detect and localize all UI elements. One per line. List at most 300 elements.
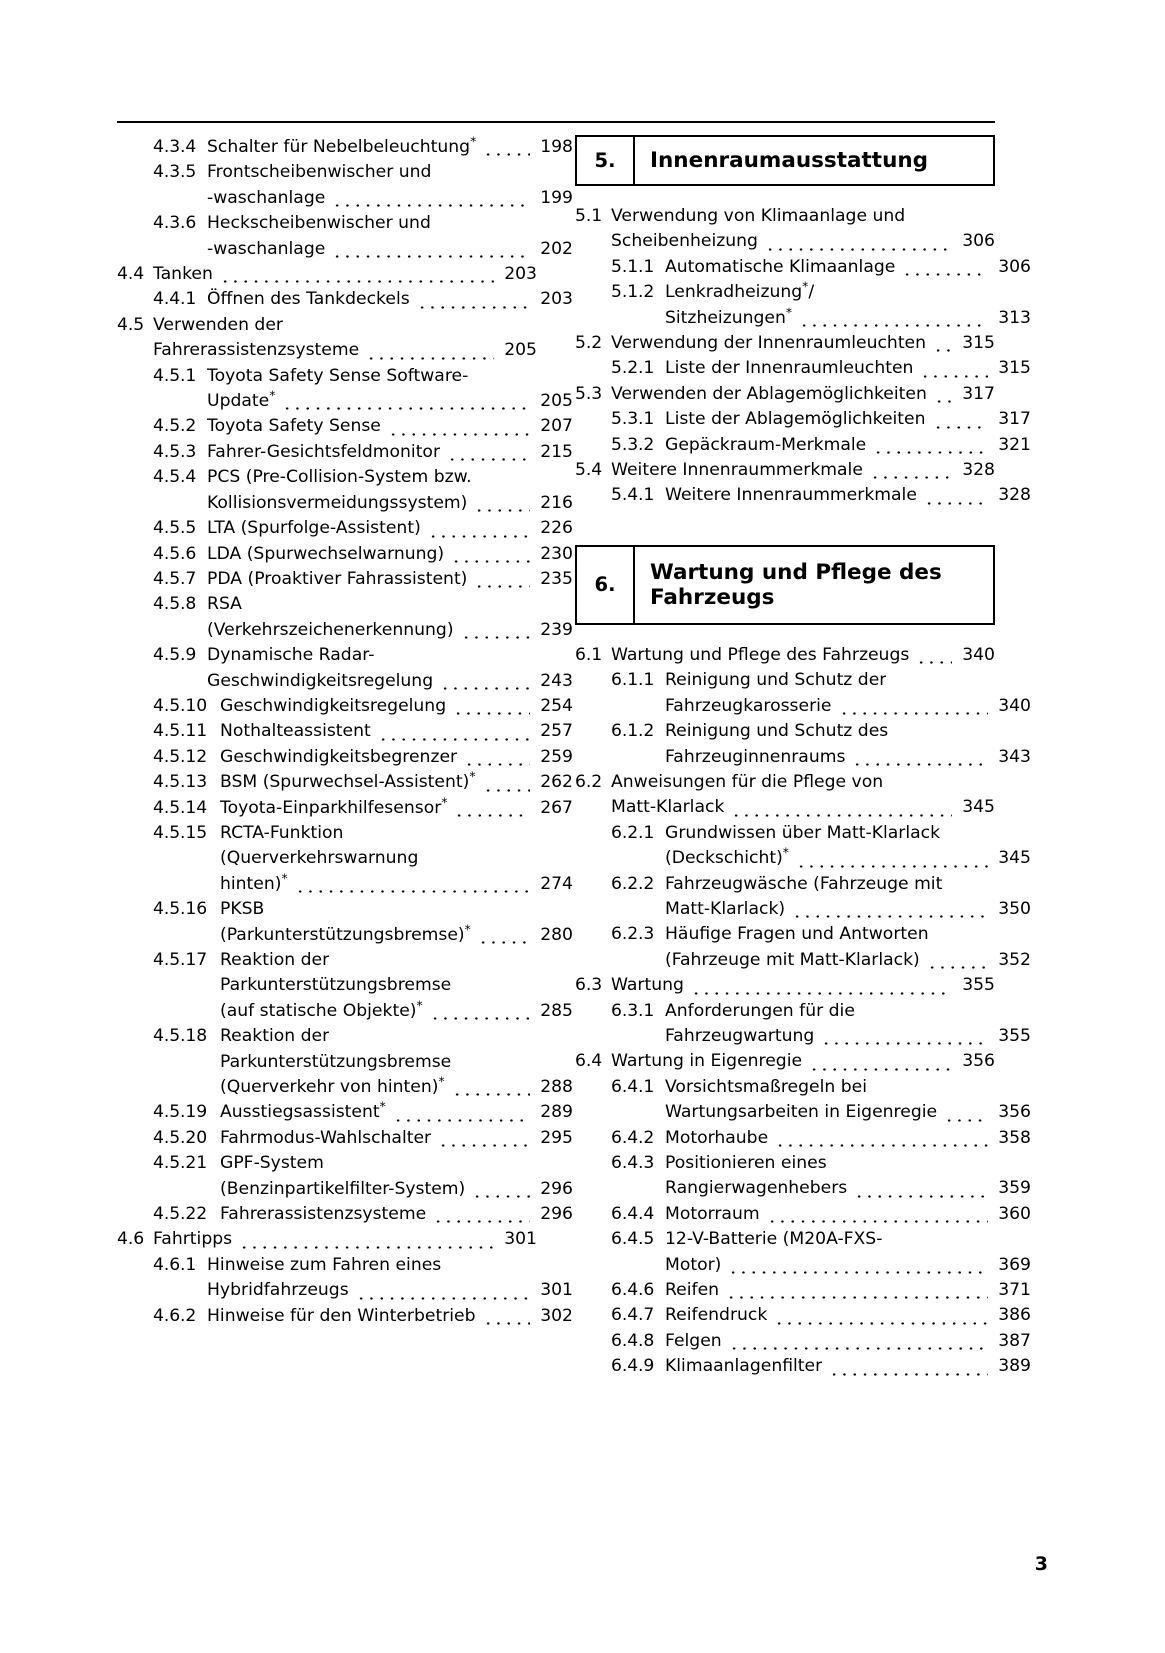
toc-entry[interactable] xyxy=(575,770,995,821)
toc-page-number: 202 xyxy=(540,238,573,259)
toc-entry-line xyxy=(575,280,1031,305)
toc-entry-title: Wartungsarbeiten in Eigenregie xyxy=(665,1102,938,1123)
toc-entry[interactable] xyxy=(117,1100,573,1125)
toc-entry-number: 4.5.4 xyxy=(153,467,197,488)
toc-entry-line xyxy=(117,948,573,973)
toc-leader-dots xyxy=(220,280,494,283)
toc-entry-title: Fahrer-Gesichtsfeldmonitor xyxy=(207,441,441,462)
page-folio: 3 xyxy=(1034,1553,1048,1575)
toc-page-number: 215 xyxy=(540,441,573,462)
toc-entry-number: 5.2.1 xyxy=(611,358,655,379)
toc-entry[interactable] xyxy=(575,356,1031,381)
toc-entry-line xyxy=(117,262,537,287)
toc-entry-number: 6.4.6 xyxy=(611,1280,655,1301)
toc-entry[interactable] xyxy=(117,135,573,160)
toc-entry-title: Reinigung und Schutz der xyxy=(665,670,887,691)
toc-entry-title: Fahrzeuginnenraums xyxy=(665,746,846,767)
toc-entry[interactable] xyxy=(117,1304,573,1329)
toc-entry-number: 6.4 xyxy=(575,1051,603,1072)
toc-entry-wrap-line xyxy=(575,306,1031,331)
toc-entry-wrap-line xyxy=(117,618,573,643)
toc-entry-title: Heckscheibenwischer und xyxy=(207,213,431,234)
toc-entry-line xyxy=(117,1304,573,1329)
chapter-number: 6. xyxy=(577,547,635,623)
toc-entry-line xyxy=(117,516,573,541)
toc-entry-title: LTA (Spurfolge-Assistent) xyxy=(207,518,421,539)
toc-page-number: 315 xyxy=(998,358,1031,379)
toc-leader-dots xyxy=(378,738,530,741)
toc-entry-line xyxy=(117,694,573,719)
toc-entry-line xyxy=(117,821,573,846)
toc-page-number: 371 xyxy=(998,1280,1031,1301)
toc-leader-dots xyxy=(729,1347,988,1350)
toc-leader-dots xyxy=(927,966,988,969)
toc-entry[interactable] xyxy=(117,795,573,821)
toc-leader-dots xyxy=(902,273,988,276)
toc-entry-title: Fahrmodus-Wahlschalter xyxy=(220,1127,432,1148)
toc-entry-line xyxy=(575,1329,1031,1354)
toc-entry[interactable] xyxy=(117,1151,573,1202)
chapter-number: 5. xyxy=(577,137,635,184)
toc-entry-title: Reifen xyxy=(665,1280,720,1301)
toc-entry-title: Fahrzeugwäsche (Fahrzeuge mit xyxy=(665,873,943,894)
toc-entry-title: Hinweise für den Winterbetrieb xyxy=(207,1305,476,1326)
toc-entry-line xyxy=(575,483,1031,508)
toc-entry-title: Grundwissen über Matt-Klarlack xyxy=(665,822,941,843)
toc-entry-line xyxy=(117,1227,537,1252)
toc-entry-line xyxy=(117,719,573,744)
toc-entry-line xyxy=(575,382,995,407)
toc-entry-title: Rangierwagenhebers xyxy=(665,1178,848,1199)
toc-leader-dots xyxy=(453,712,530,715)
toc-entry-title: Fahrzeugwartung xyxy=(665,1025,815,1046)
toc-entry-line xyxy=(575,770,995,795)
toc-entry-wrap-line xyxy=(117,1075,573,1100)
toc-entry-line xyxy=(575,872,1031,897)
toc-entry-title: Vorsichtsmaßregeln bei xyxy=(665,1076,868,1097)
toc-entry[interactable] xyxy=(117,542,573,567)
toc-entry[interactable] xyxy=(575,719,1031,770)
toc-entry-number: 5.1.1 xyxy=(611,256,655,277)
toc-entry-title: Scheibenheizung xyxy=(611,231,758,252)
toc-entry[interactable] xyxy=(575,331,995,356)
toc-entry-number: 4.5.9 xyxy=(153,645,197,666)
toc-entry-number: 5.1 xyxy=(575,206,603,226)
toc-entry[interactable] xyxy=(117,567,573,592)
toc-entry-line xyxy=(117,440,573,465)
toc-entry-title: Reaktion der xyxy=(220,1026,330,1047)
toc-entry-line xyxy=(117,567,573,592)
toc-entry-line xyxy=(117,1151,573,1176)
toc-entry[interactable] xyxy=(575,1278,1031,1303)
toc-page-number: 359 xyxy=(998,1178,1031,1199)
toc-page-number: 239 xyxy=(540,619,573,640)
toc-entry-number: 4.5.8 xyxy=(153,594,197,615)
toc-leader-dots xyxy=(483,789,530,792)
toc-entry-wrap-line xyxy=(117,973,573,998)
toc-entry-title: Verwenden der xyxy=(153,314,283,335)
toc-entry-number: 4.5.5 xyxy=(153,518,197,539)
toc-entry[interactable] xyxy=(117,1253,573,1304)
toc-entry-number: 6.3 xyxy=(575,975,603,996)
toc-entry-number: 4.5.7 xyxy=(153,568,197,589)
toc-leader-dots xyxy=(796,865,988,868)
footnote-star: * xyxy=(379,1100,386,1114)
toc-page-number: 356 xyxy=(998,1102,1031,1123)
toc-entry[interactable] xyxy=(575,872,1031,923)
toc-entry[interactable] xyxy=(117,313,537,364)
footnote-star: * xyxy=(269,389,276,403)
toc-entry-line xyxy=(575,331,995,356)
toc-leader-dots xyxy=(464,763,530,766)
toc-entry-line xyxy=(575,1049,995,1074)
footnote-star: * xyxy=(441,795,448,809)
toc-page-number: 306 xyxy=(962,231,995,252)
toc-leader-dots xyxy=(393,1119,530,1122)
toc-entry[interactable] xyxy=(117,1227,537,1252)
toc-entry-line xyxy=(575,407,1031,432)
toc-entry-number: 4.3.5 xyxy=(153,162,197,183)
footnote-star: * xyxy=(469,770,476,784)
toc-entry-line xyxy=(117,465,573,490)
toc-entry-line xyxy=(575,922,1031,947)
toc-entry-number: 5.2 xyxy=(575,333,603,354)
toc-entry[interactable] xyxy=(575,973,995,998)
footnote-star: * xyxy=(782,846,789,860)
toc-entry[interactable] xyxy=(117,211,573,262)
toc-entry-number: 5.3.1 xyxy=(611,409,655,430)
toc-entry-wrap-line xyxy=(575,1024,1031,1049)
toc-page-number: 389 xyxy=(998,1356,1031,1377)
toc-entry[interactable] xyxy=(117,821,573,897)
toc-entry[interactable] xyxy=(117,770,573,795)
toc-page-number: 288 xyxy=(540,1077,573,1098)
toc-entry[interactable] xyxy=(575,922,1031,973)
toc-leader-dots xyxy=(461,636,530,639)
toc-entry-wrap-line xyxy=(117,872,573,897)
toc-entry-line xyxy=(117,211,573,236)
toc-entry-wrap-line xyxy=(575,948,1031,973)
toc-entry-number: 4.5.11 xyxy=(153,721,208,742)
footnote-star: * xyxy=(470,135,477,149)
toc-page-number: 317 xyxy=(962,383,995,404)
toc-page-number: 205 xyxy=(540,391,573,412)
toc-leader-dots xyxy=(483,153,530,156)
toc-entry-title: Sitzheizungen* xyxy=(665,305,793,328)
toc-leader-dots xyxy=(433,1220,530,1223)
toc-entry[interactable] xyxy=(117,1126,573,1151)
toc-entry-title: Felgen xyxy=(665,1330,722,1351)
toc-entry-wrap-line xyxy=(117,1278,573,1303)
toc-entry[interactable] xyxy=(117,465,573,516)
toc-page-number: 340 xyxy=(962,644,995,665)
toc-entry-number: 4.3.4 xyxy=(153,137,197,157)
toc-entry-number: 4.6 xyxy=(117,1229,145,1250)
toc-entry-title: Positionieren eines xyxy=(665,1153,827,1173)
toc-entry[interactable] xyxy=(575,1303,1031,1328)
toc-entry-wrap-line xyxy=(575,846,1031,871)
toc-entry-line xyxy=(575,1151,1031,1176)
toc-leader-dots xyxy=(792,915,988,918)
toc-entry-line xyxy=(117,1126,573,1151)
toc-entry[interactable] xyxy=(575,668,1031,719)
toc-page-number: 352 xyxy=(998,949,1031,970)
toc-entry-line xyxy=(117,1024,573,1049)
toc-leader-dots xyxy=(728,1271,988,1274)
toc-page-number: 280 xyxy=(540,924,573,945)
toc-entry[interactable] xyxy=(575,1075,1031,1126)
toc-leader-dots xyxy=(474,585,530,588)
toc-entry-title: Reifendruck xyxy=(665,1305,768,1326)
toc-entry[interactable] xyxy=(575,1329,1031,1354)
toc-page-number: 340 xyxy=(998,695,1031,716)
toc-entry-title: Liste der Innenraumleuchten xyxy=(665,358,914,379)
toc-entry[interactable] xyxy=(575,204,995,255)
toc-entry-number: 6.4.5 xyxy=(611,1229,655,1250)
toc-page-number: 301 xyxy=(540,1280,573,1301)
toc-page-number: 226 xyxy=(540,518,573,539)
toc-entry-title: GPF-System xyxy=(220,1153,324,1174)
toc-entry[interactable] xyxy=(117,694,573,719)
toc-entry-title: (Deckschicht)* xyxy=(665,846,789,869)
toc-entry[interactable] xyxy=(575,1151,1031,1202)
toc-entry-title: LDA (Spurwechselwarnung) xyxy=(207,543,445,564)
toc-entry-title: Parkunterstützungsbremse xyxy=(220,1051,452,1072)
toc-leader-dots xyxy=(691,992,952,995)
toc-entry-line xyxy=(117,1253,573,1278)
toc-entry-wrap-line xyxy=(117,1177,573,1202)
toc-entry-title: -waschanlage xyxy=(207,187,326,208)
toc-entry-number: 6.2 xyxy=(575,771,603,792)
toc-page-number: 243 xyxy=(540,670,573,691)
toc-leader-dots xyxy=(332,255,530,258)
toc-entry[interactable] xyxy=(117,262,537,287)
toc-entry-title: PKSB xyxy=(220,899,265,920)
toc-entry-number: 6.4.4 xyxy=(611,1203,655,1224)
toc-entry-title: Liste der Ablagemöglichkeiten xyxy=(665,409,926,430)
toc-leader-dots xyxy=(483,1322,530,1325)
toc-page-number: 199 xyxy=(540,187,573,208)
toc-entry-number: 4.5.21 xyxy=(153,1153,208,1174)
header-rule xyxy=(117,121,995,123)
toc-entry-title: Wartung xyxy=(611,975,684,996)
toc-page-number: 262 xyxy=(540,772,573,793)
toc-leader-dots xyxy=(924,502,988,505)
toc-leader-dots xyxy=(332,204,530,207)
toc-entry-title: Ausstiegsassistent* xyxy=(220,1100,386,1123)
toc-entry[interactable] xyxy=(575,643,995,668)
toc-entry-line xyxy=(117,135,573,160)
toc-page-number: 205 xyxy=(504,340,537,361)
footnote-star: * xyxy=(416,998,423,1013)
toc-entry-title: Toyota Safety Sense Software- xyxy=(207,365,469,386)
toc-entry[interactable] xyxy=(117,592,573,643)
toc-entry-title: Wartung und Pflege des Fahrzeugs xyxy=(611,644,910,665)
toc-entry[interactable] xyxy=(575,433,1031,458)
toc-entry[interactable] xyxy=(575,458,995,483)
toc-entry-wrap-line xyxy=(117,999,573,1024)
toc-leader-dots xyxy=(933,426,988,429)
toc-entry-number: 4.5.2 xyxy=(153,416,197,437)
toc-page-number: 285 xyxy=(540,1000,573,1021)
toc-entry-wrap-line xyxy=(575,897,1031,922)
toc-leader-dots xyxy=(916,661,952,664)
toc-entry-title: Matt-Klarlack) xyxy=(665,898,786,919)
toc-entry[interactable] xyxy=(575,999,1031,1050)
toc-entry-line xyxy=(575,1227,1031,1252)
toc-entry-line xyxy=(575,1075,1031,1100)
toc-entry-number: 4.4.1 xyxy=(153,289,197,310)
toc-entry-line xyxy=(575,821,1031,846)
toc-page-number: 289 xyxy=(540,1102,573,1123)
toc-entry[interactable] xyxy=(575,382,995,407)
toc-entry-line xyxy=(117,414,573,439)
toc-entry-title: Öffnen des Tankdeckels xyxy=(207,289,410,310)
toc-entry[interactable] xyxy=(575,821,1031,872)
toc-entry[interactable] xyxy=(575,280,1031,331)
toc-page-number: 295 xyxy=(540,1127,573,1148)
toc-entry[interactable] xyxy=(117,287,573,312)
toc-entry-title: BSM (Spurwechsel-Assistent)* xyxy=(220,770,476,793)
footnote-star: * xyxy=(464,922,471,936)
toc-page-number: 343 xyxy=(998,746,1031,767)
toc-page-number: 321 xyxy=(998,434,1031,455)
toc-leader-dots xyxy=(854,1195,988,1198)
toc-entry-title: (Benzinpartikelfilter-System) xyxy=(220,1178,466,1199)
toc-entry-number: 4.5 xyxy=(117,314,145,335)
toc-entry[interactable] xyxy=(117,1024,573,1100)
toc-entry-wrap-line xyxy=(117,389,573,414)
toc-entry-title: Motorraum xyxy=(665,1203,760,1224)
toc-page-number: 259 xyxy=(540,746,573,767)
toc-entry-title: Parkunterstützungsbremse xyxy=(220,975,452,996)
toc-entry-title: Fahrerassistenzsysteme xyxy=(220,1204,427,1225)
toc-page-number: 355 xyxy=(998,1025,1031,1046)
toc-entry-title: Motorhaube xyxy=(665,1127,769,1148)
toc-entry[interactable] xyxy=(575,1049,995,1074)
toc-entry-title: (Fahrzeuge mit Matt-Klarlack) xyxy=(665,949,920,970)
toc-page-number: 317 xyxy=(998,409,1031,430)
toc-leader-dots xyxy=(767,1220,988,1223)
toc-entry-title: Fahrzeugkarosserie xyxy=(665,695,832,716)
toc-entry[interactable] xyxy=(117,745,573,770)
toc-entry-number: 4.5.22 xyxy=(153,1204,208,1225)
toc-entry-title: Geschwindigkeitsregelung xyxy=(207,670,434,691)
chapter-spacer xyxy=(575,509,995,545)
toc-leader-dots xyxy=(451,560,530,563)
toc-entry[interactable] xyxy=(117,440,573,465)
toc-page-number: 301 xyxy=(504,1229,537,1250)
toc-entry-title: Kollisionsvermeidungssystem) xyxy=(207,492,468,513)
toc-entry[interactable] xyxy=(117,516,573,541)
toc-entry[interactable] xyxy=(117,948,573,1024)
toc-entry[interactable] xyxy=(117,897,573,948)
toc-entry-line xyxy=(575,1202,1031,1227)
toc-entry[interactable] xyxy=(575,255,1031,280)
toc-leader-dots xyxy=(821,1042,988,1045)
toc-page-number: 313 xyxy=(998,307,1031,328)
toc-entry-wrap-line xyxy=(117,1050,573,1075)
chapter-header-box[interactable] xyxy=(575,135,995,186)
toc-entry[interactable] xyxy=(575,407,1031,432)
toc-entry[interactable] xyxy=(575,1227,1031,1278)
toc-entry-title: Geschwindigkeitsbegrenzer xyxy=(220,746,458,767)
toc-entry-title: PDA (Proaktiver Fahrassistent) xyxy=(207,568,468,589)
toc-page-number: 254 xyxy=(540,695,573,716)
toc-entry-number: 4.5.1 xyxy=(153,365,197,386)
toc-entry-title: Nothalteassistent xyxy=(220,721,371,742)
toc-entry[interactable] xyxy=(575,1202,1031,1227)
toc-entry-title: Dynamische Radar- xyxy=(207,645,375,666)
toc-entry-title: Verwendung von Klimaanlage und xyxy=(611,206,906,226)
toc-page-number: 203 xyxy=(540,289,573,310)
toc-entry[interactable] xyxy=(575,1126,1031,1151)
footnote-star: * xyxy=(785,305,793,319)
footnote-star: * xyxy=(438,1075,445,1089)
toc-entry-title: Gepäckraum-Merkmale xyxy=(665,434,867,455)
toc-entry-number: 4.5.13 xyxy=(153,772,208,793)
toc-entry[interactable] xyxy=(575,483,1031,508)
toc-entry[interactable] xyxy=(117,719,573,744)
toc-entry-line xyxy=(117,1100,573,1125)
toc-entry[interactable] xyxy=(117,160,573,211)
toc-leader-dots xyxy=(933,349,952,352)
toc-leader-dots xyxy=(726,1296,988,1299)
toc-leader-dots xyxy=(454,814,530,817)
toc-leader-dots xyxy=(430,1017,530,1020)
chapter-header-box[interactable] xyxy=(575,545,995,625)
toc-leader-dots xyxy=(839,712,989,715)
toc-entry-number: 6.4.2 xyxy=(611,1127,655,1148)
toc-entry-line xyxy=(575,719,1031,744)
toc-entry[interactable] xyxy=(117,414,573,439)
toc-page-number: 345 xyxy=(998,848,1031,869)
toc-entry-title: 12-V-Batterie (M20A-FXS- xyxy=(665,1229,883,1250)
toc-entry-number: 6.1 xyxy=(575,644,603,665)
toc-entry-line xyxy=(117,770,573,795)
toc-entry-line xyxy=(575,458,995,483)
toc-entry-line xyxy=(575,1354,1031,1379)
toc-entry-line xyxy=(117,313,537,338)
toc-entry-title: Matt-Klarlack xyxy=(611,797,725,818)
toc-entry-title: (Querverkehr von hinten)* xyxy=(220,1075,445,1098)
toc-entry-title: Häufige Fragen und Antworten xyxy=(665,924,929,945)
toc-entry[interactable] xyxy=(117,1202,573,1227)
toc-entry[interactable] xyxy=(117,364,573,415)
toc-page-number: 235 xyxy=(540,568,573,589)
toc-entry-number: 4.5.3 xyxy=(153,441,197,462)
toc-entry-number: 5.3.2 xyxy=(611,434,655,455)
toc-entry-number: 4.5.12 xyxy=(153,746,208,767)
toc-entry-title: Weitere Innenraummerkmale xyxy=(611,460,863,481)
toc-page-number: 315 xyxy=(962,333,995,354)
toc-entry-number: 4.5.14 xyxy=(153,797,208,818)
toc-entry[interactable] xyxy=(117,643,573,694)
toc-leader-dots xyxy=(282,407,530,410)
toc-entry-wrap-line xyxy=(575,229,995,254)
toc-leader-dots xyxy=(452,1093,530,1096)
toc-entry-wrap-line xyxy=(117,338,537,363)
toc-entry[interactable] xyxy=(575,1354,1031,1379)
toc-entry-title: Anweisungen für die Pflege von xyxy=(611,771,884,792)
toc-entry-line xyxy=(575,204,995,229)
toc-entry-line xyxy=(117,542,573,567)
toc-page-number: 360 xyxy=(998,1203,1031,1224)
toc-entry-number: 4.5.20 xyxy=(153,1127,208,1148)
toc-entry-title: Verwenden der Ablagemöglichkeiten xyxy=(611,383,927,404)
toc-leader-dots xyxy=(472,1195,530,1198)
toc-entry-title: Frontscheibenwischer und xyxy=(207,162,432,183)
